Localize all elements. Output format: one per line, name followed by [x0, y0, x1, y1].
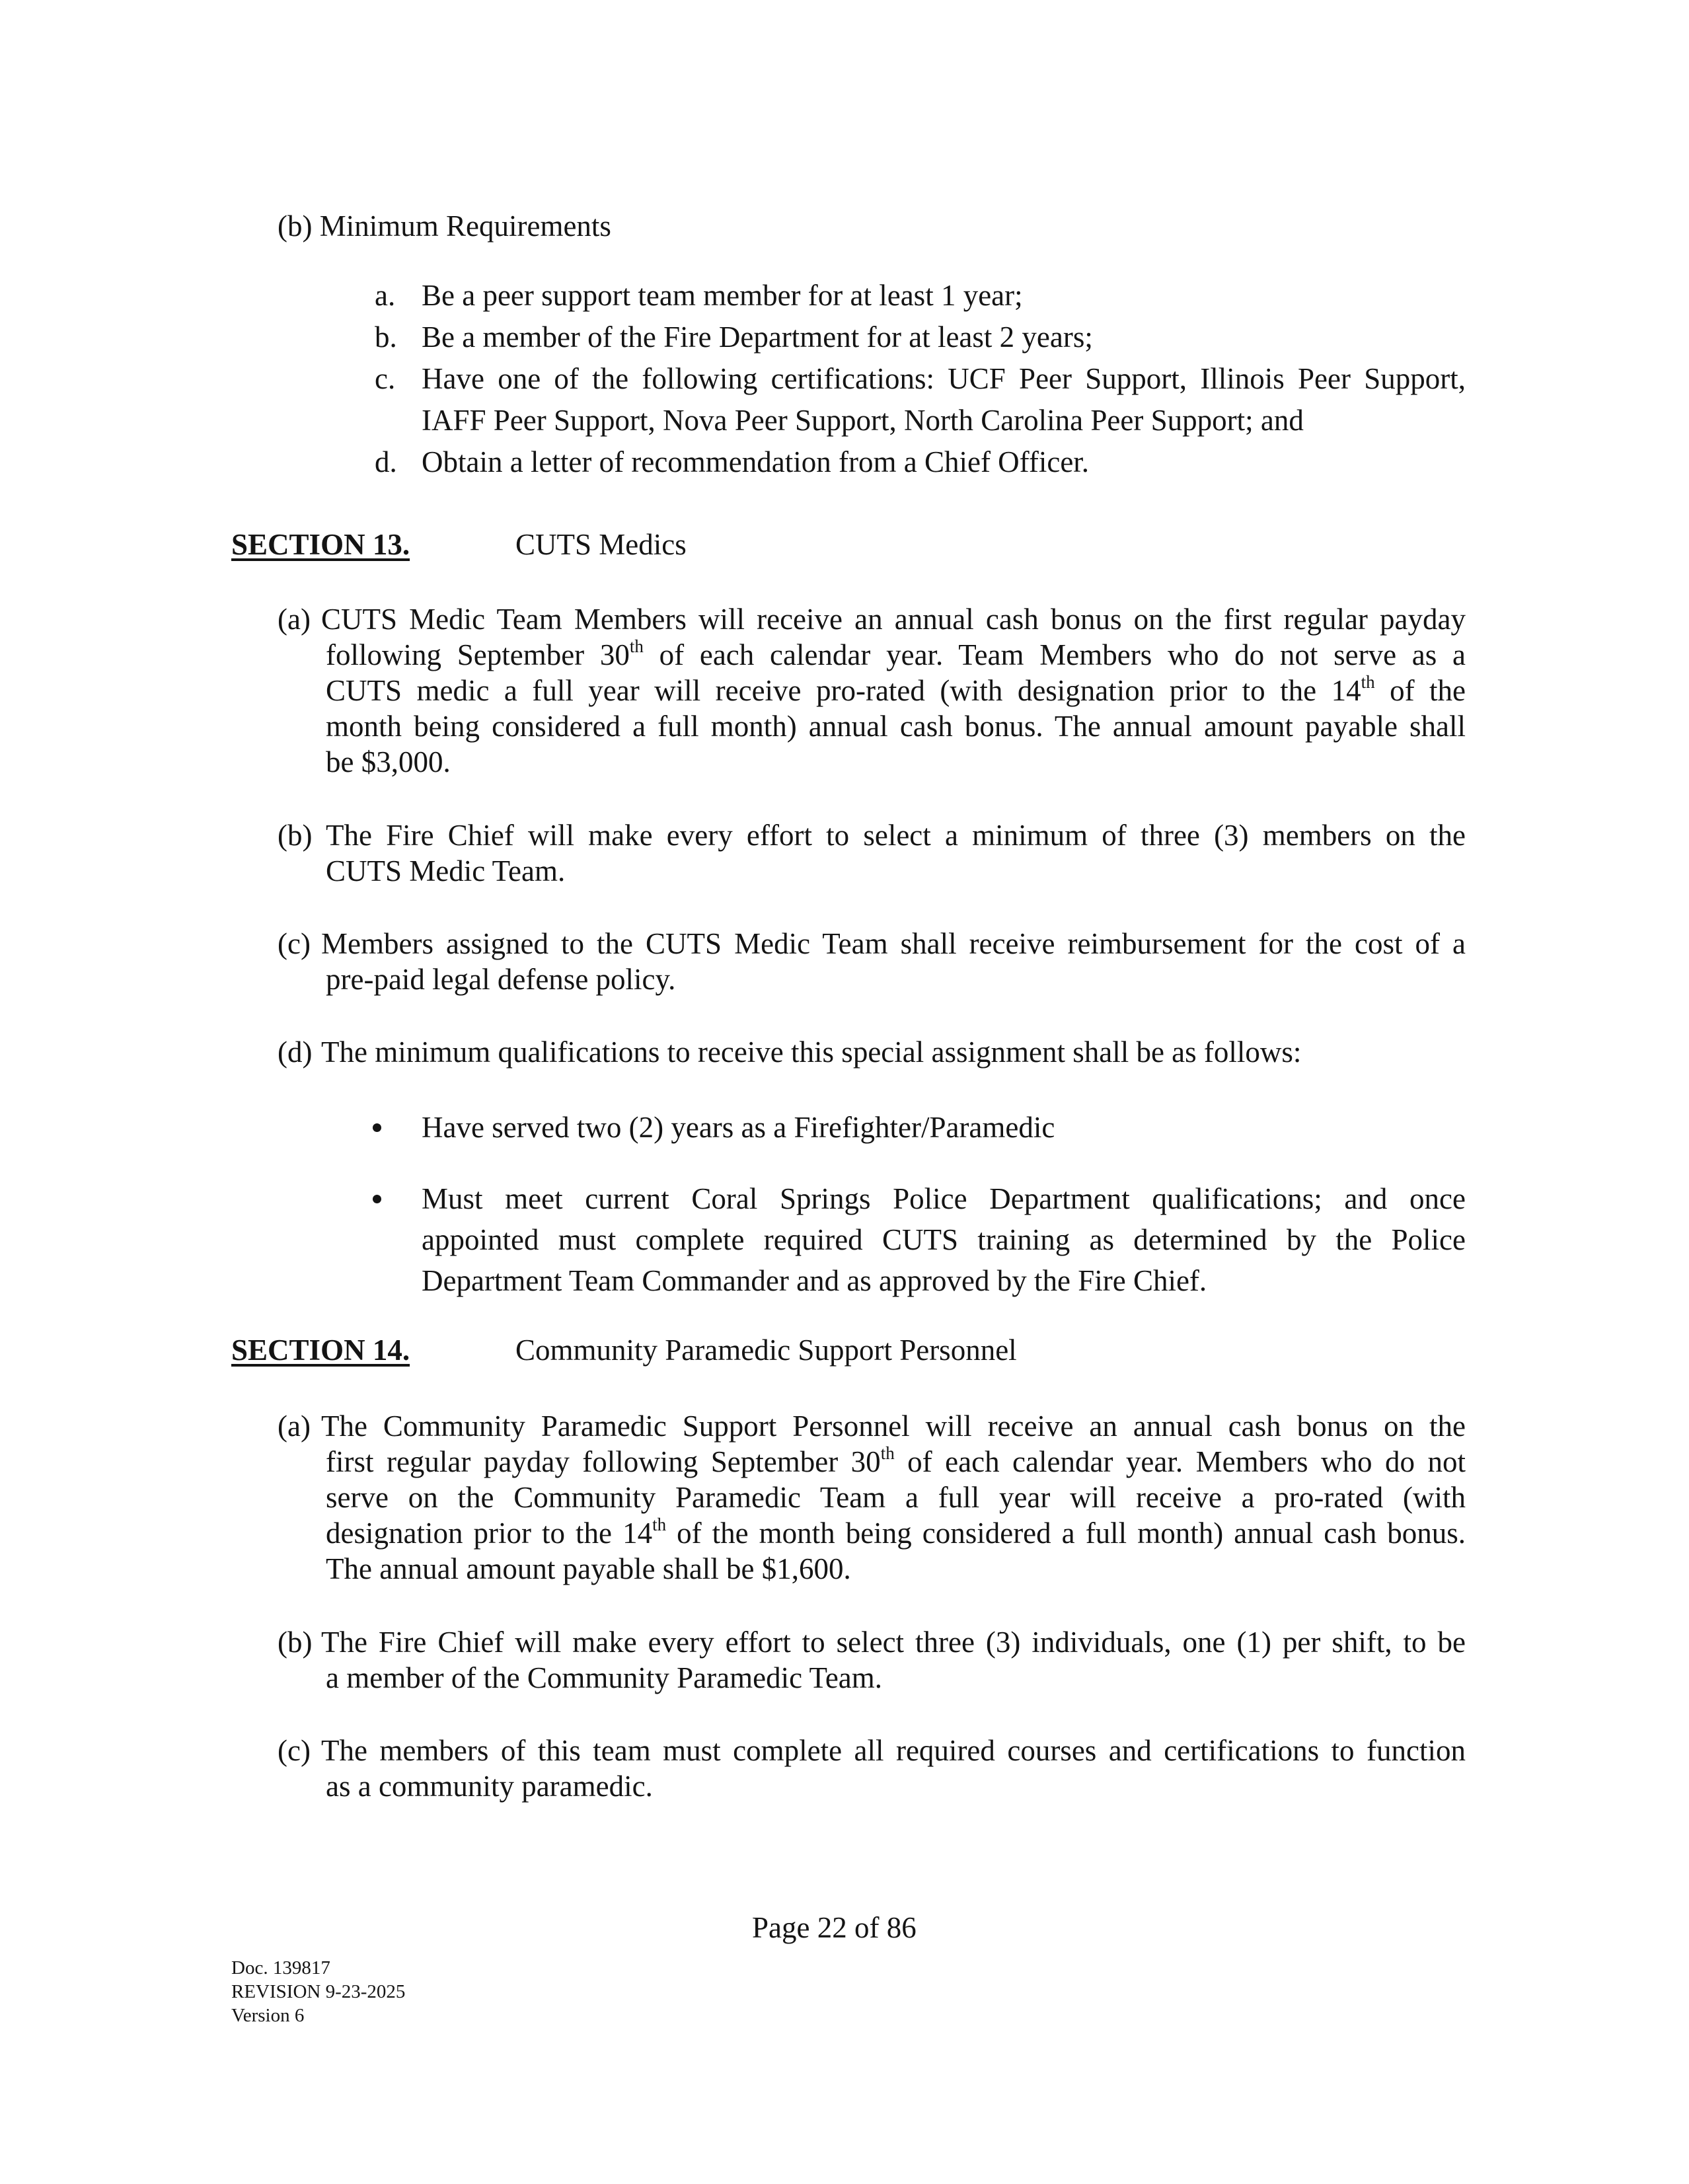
requirement-item: Be a peer support team member for at least 1 year; — [422, 279, 1023, 312]
item-marker: c. — [375, 362, 396, 395]
cuts-d-line: The minimum qualifications to receive this special assignment shall be as follows: — [321, 1036, 1302, 1069]
cuts-a-line: be $3,000. — [326, 745, 451, 778]
section-13-title: CUTS Medics — [515, 528, 687, 561]
cp-b-line: The Fire Chief will make every effort to select three (3) individuals, one (1) per shift, to be — [321, 1626, 1466, 1659]
cp-c-line: The members of this team must complete all required courses and certifications to function — [321, 1734, 1466, 1767]
bullet-icon — [373, 1195, 381, 1203]
cp-a-line: designation prior to the 14th of the month being considered a full month) annual cash bonus. — [326, 1515, 1466, 1550]
doc-number: Doc. 139817 — [231, 1957, 330, 1978]
cuts-b-line: CUTS Medic Team. — [326, 854, 566, 887]
qualification-bullet: Have served two (2) years as a Firefighter/Paramedic — [422, 1111, 1055, 1144]
paragraph-marker: (c) — [278, 927, 311, 960]
cuts-b-line: The Fire Chief will make every effort to select a minimum of three (3) members on the — [326, 819, 1466, 852]
item-marker: b. — [375, 320, 397, 354]
paragraph-marker: (b) — [278, 819, 313, 852]
doc-revision: REVISION 9-23-2025 — [231, 1981, 406, 2002]
doc-version: Version 6 — [231, 2005, 305, 2026]
qualification-bullet: Must meet current Coral Springs Police Department qualifications; and once — [422, 1182, 1466, 1215]
section-13-label: SECTION 13. — [231, 528, 410, 561]
requirement-item: Have one of the following certifications: UCF Peer Support, Illinois Peer Support, — [422, 362, 1466, 395]
item-marker: a. — [375, 279, 396, 312]
cuts-a-line: CUTS Medic Team Members will receive an annual cash bonus on the first regular payday — [321, 603, 1466, 636]
cuts-a-line: following September 30th of each calendar year. Team Members who do not serve as a — [326, 636, 1466, 671]
section-14-title: Community Paramedic Support Personnel — [515, 1334, 1017, 1367]
cuts-c-line: pre-paid legal defense policy. — [326, 963, 676, 996]
requirement-item: Obtain a letter of recommendation from a Chief Officer. — [422, 445, 1090, 478]
section-14-label: SECTION 14. — [231, 1334, 410, 1367]
item-marker: d. — [375, 445, 397, 478]
cp-a-line: first regular payday following September 30th of each calendar year. Members who do not — [326, 1443, 1466, 1478]
paragraph-marker: (a) — [278, 1410, 311, 1443]
bullet-icon — [373, 1123, 381, 1132]
cp-a-line: serve on the Community Paramedic Team a full year will receive a pro-rated (with — [326, 1481, 1466, 1514]
cuts-c-line: Members assigned to the CUTS Medic Team shall receive reimbursement for the cost of a — [321, 927, 1466, 960]
cp-a-line: The annual amount payable shall be $1,600. — [326, 1552, 851, 1585]
paragraph-marker: (b) — [278, 1626, 313, 1659]
cp-c-line: as a community paramedic. — [326, 1770, 653, 1803]
cuts-a-line: month being considered a full month) annual cash bonus. The annual amount payable shall — [326, 710, 1466, 743]
page-number: Page 22 of 86 — [752, 1911, 917, 1944]
paragraph-marker: (a) — [278, 603, 311, 636]
paragraph-marker: (c) — [278, 1734, 311, 1767]
qualification-bullet-continued: Department Team Commander and as approved by the Fire Chief. — [422, 1264, 1207, 1297]
cp-a-line: The Community Paramedic Support Personnel will receive an annual cash bonus on the — [321, 1410, 1466, 1443]
cuts-a-line: CUTS medic a full year will receive pro-rated (with designation prior to the 14th of the — [326, 672, 1466, 707]
qualification-bullet-continued: appointed must complete required CUTS training as determined by the Police — [422, 1223, 1466, 1256]
requirement-item: Be a member of the Fire Department for at least 2 years; — [422, 320, 1093, 354]
paragraph-marker: (d) — [278, 1036, 313, 1069]
subsection-heading: (b) Minimum Requirements — [278, 209, 611, 243]
requirement-item-continued: IAFF Peer Support, Nova Peer Support, North Carolina Peer Support; and — [422, 404, 1304, 437]
cp-b-line: a member of the Community Paramedic Team. — [326, 1661, 883, 1694]
